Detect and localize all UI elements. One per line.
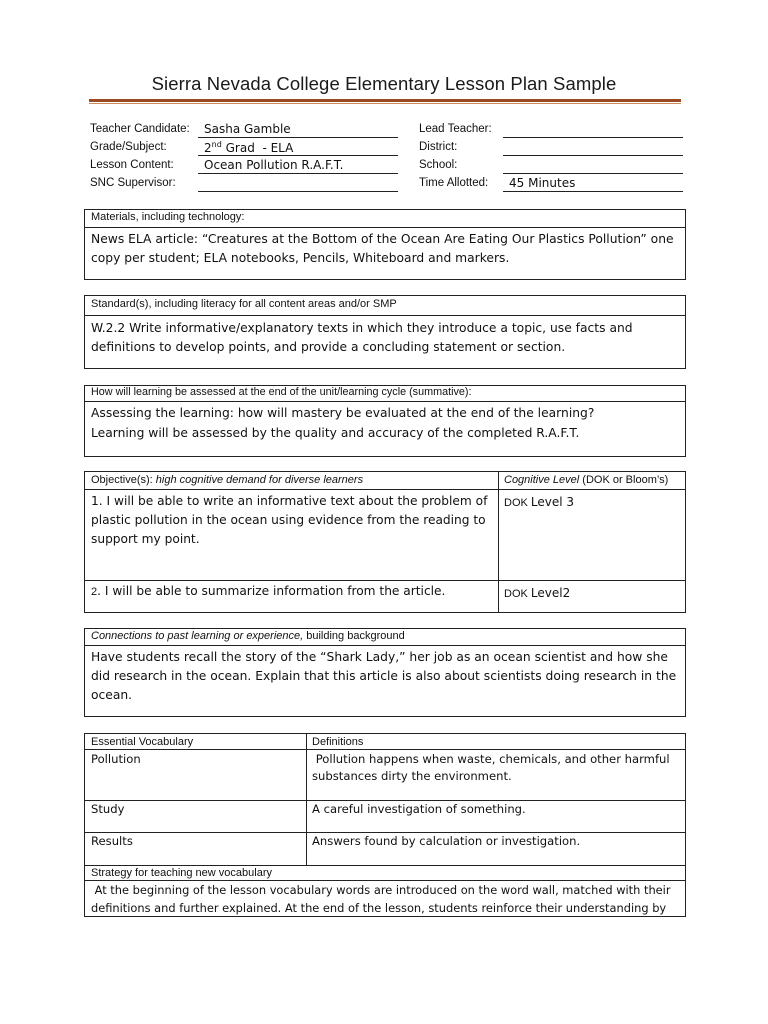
assessment-header: How will learning be assessed at the end of the unit/learning cycle (summative): <box>85 386 685 402</box>
assessment-text[interactable] <box>85 402 685 445</box>
school-label: School: <box>419 159 458 171</box>
lesson-content-label: Lesson Content: <box>90 159 174 171</box>
definitions-col-header: Definitions <box>312 736 364 748</box>
time-allotted-label: Time Allotted: <box>419 177 489 189</box>
assessment-box <box>84 385 686 457</box>
district-field[interactable] <box>503 139 683 156</box>
standards-box <box>84 295 686 369</box>
snc-supervisor-label: SNC Supervisor: <box>90 177 176 189</box>
assessment-line-2: Learning will be assessed by the quality and accuracy of the completed R.A.F.T. <box>91 426 580 440</box>
district-label: District: <box>419 141 458 153</box>
title-rule-thin <box>89 103 681 104</box>
vocabulary-table <box>84 733 686 917</box>
time-allotted-field[interactable] <box>503 175 683 192</box>
objectives-table <box>84 471 686 613</box>
grade-subject-label: Grade/Subject: <box>90 141 167 153</box>
objectives-column-divider <box>498 472 499 612</box>
objective-1-text[interactable]: 1. I will be able to write an informative text about the problem of plastic pollution in the ocean using evidence from the reading to support my point. <box>91 494 488 546</box>
objectives-header-row <box>85 472 685 490</box>
objectives-header: Objective(s): high cognitive demand for diverse learners <box>91 474 364 486</box>
lead-teacher-field[interactable] <box>503 121 683 138</box>
materials-text[interactable]: News ELA article: “Creatures at the Bottom of the Ocean Are Eating Our Plastics Pollution” one copy per student; ELA notebooks, Pencils, Whiteboard and markers. <box>91 232 674 265</box>
title-rule <box>89 99 681 102</box>
vocab-def-study: A careful investigation of something. <box>312 802 526 816</box>
page-title: Sierra Nevada College Elementary Lesson Plan Sample <box>151 73 617 94</box>
teacher-candidate-label: Teacher Candidate: <box>90 123 190 135</box>
time-allotted-value: 45 Minutes <box>509 176 576 190</box>
strategy-header: Strategy for teaching new vocabulary <box>91 867 272 879</box>
lesson-content-field[interactable] <box>198 157 398 174</box>
lead-teacher-label: Lead Teacher: <box>419 123 492 135</box>
vocabulary-header-divider <box>85 749 685 750</box>
standards-header: Standard(s), including literacy for all content areas and/or SMP <box>85 296 685 316</box>
assessment-line-1: Assessing the learning: how will mastery be evaluated at the end of the learning? <box>91 406 595 420</box>
connections-box <box>84 628 686 717</box>
objective-2-dok[interactable]: DOK Level2 <box>504 586 571 600</box>
standards-text[interactable]: W.2.2 Write informative/explanatory texts in which they introduce a topic, use facts and definitions to develop points, and provide a concluding statement or section. <box>91 321 633 354</box>
grade-subject-field[interactable] <box>198 139 398 156</box>
cognitive-level-header: Cognitive Level (DOK or Bloom’s) <box>504 474 669 486</box>
vocab-term-study: Study <box>91 802 125 816</box>
objectives-row-divider <box>85 580 685 581</box>
vocab-term-results: Results <box>91 834 133 848</box>
teacher-candidate-field[interactable] <box>198 121 398 138</box>
objective-2-text[interactable]: 2. I will be able to summarize information from the article. <box>91 584 446 598</box>
connections-text[interactable]: Have students recall the story of the “Shark Lady,” her job as an ocean scientist and how she did research in the ocean. Explain that this article is also about scientists doing research in the ocean. <box>91 650 677 702</box>
vocab-def-pollution: Pollution happens when waste, chemicals, and other harmful substances dirty the environment. <box>312 752 674 783</box>
lesson-content-value: Ocean Pollution R.A.F.T. <box>204 158 344 172</box>
vocabulary-row-divider-3 <box>85 865 685 866</box>
materials-header: Materials, including technology: <box>85 210 685 228</box>
vocab-def-results: Answers found by calculation or investigation. <box>312 834 581 848</box>
connections-header: Connections to past learning or experience, building background <box>85 629 685 646</box>
school-field[interactable] <box>503 157 683 174</box>
strategy-text[interactable]: At the beginning of the lesson vocabulary words are introduced on the word wall, matched with their definitions and further explained. At the end of the lesson, students reinforce their understanding by <box>91 883 675 915</box>
teacher-candidate-value: Sasha Gamble <box>204 122 291 136</box>
objective-1-dok[interactable]: DOK Level 3 <box>504 495 575 509</box>
materials-box <box>84 209 686 280</box>
vocab-term-pollution: Pollution <box>91 752 141 766</box>
vocabulary-col-header: Essential Vocabulary <box>91 736 194 748</box>
grade-subject-value: 2nd Grad - ELA <box>204 140 294 155</box>
snc-supervisor-field[interactable] <box>198 175 398 192</box>
